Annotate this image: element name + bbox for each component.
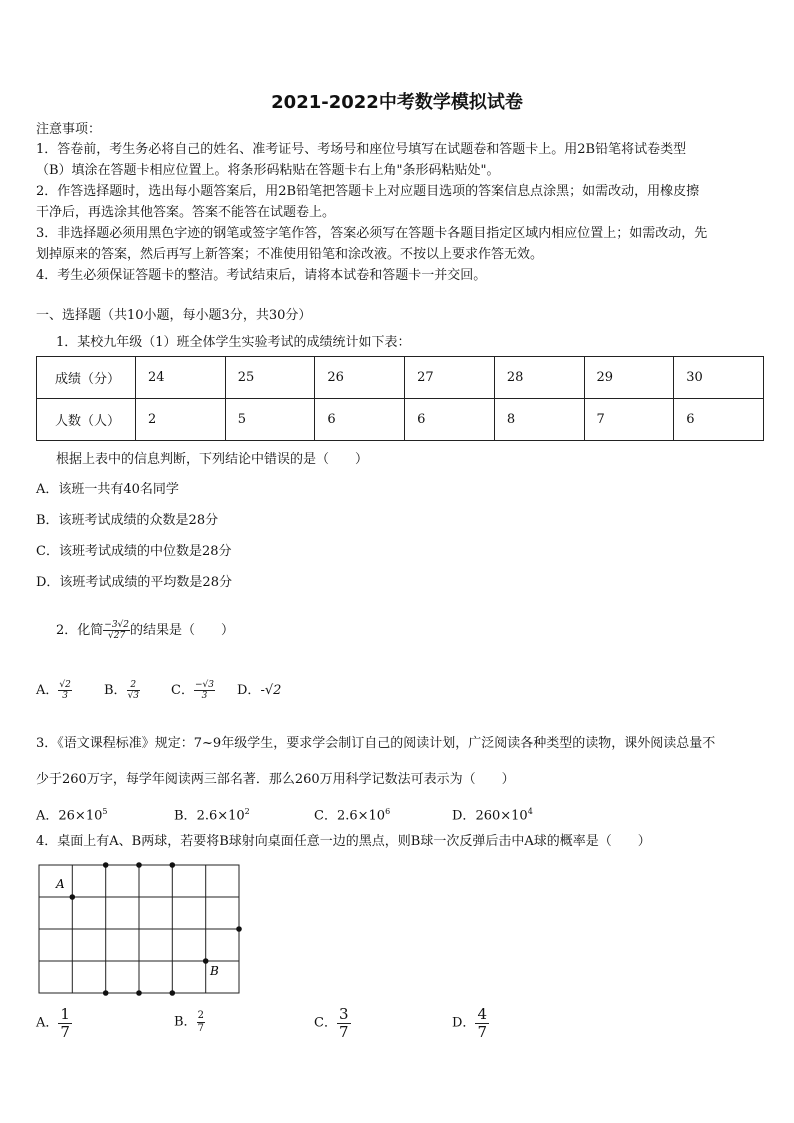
ball-a-label: A [56, 877, 65, 891]
q3-option-c[interactable] [314, 802, 390, 826]
option-label: D． [452, 1015, 476, 1031]
option-value: 2.6×10 [336, 808, 386, 824]
ball-b-label: B [210, 964, 219, 978]
score-table [36, 356, 764, 441]
q3-line2: 少于260万字，每学年阅读两三部名著．那么260万用科学记数法可表示为（ ） [36, 772, 515, 787]
option-fraction [58, 680, 71, 701]
option-label: B． [174, 808, 197, 824]
option-fraction [475, 1006, 489, 1041]
notice-heading: 注意事项： [36, 122, 102, 137]
edge-dot [103, 862, 109, 868]
option-value: 2.6×10 [196, 808, 245, 824]
table-cell: 26 [315, 357, 405, 399]
q4-option-c[interactable] [314, 1006, 351, 1041]
fraction-numerator: 3 [338, 1005, 349, 1023]
table-header-cell: 成绩（分） [37, 357, 136, 399]
q1-option-c[interactable]: C．该班考试成绩的中位数是28分 [36, 544, 232, 559]
fraction-numerator: √2 [59, 680, 71, 690]
edge-dot [103, 990, 109, 996]
fraction-numerator: −3√2 [104, 620, 130, 630]
option-label: A． [36, 808, 59, 824]
option-label: A． [36, 683, 59, 698]
edge-dot [236, 926, 242, 932]
section-heading: 一、选择题（共10小题，每小题3分，共30分） [36, 308, 312, 323]
q2-pre: 2．化简 [56, 623, 104, 638]
fraction-numerator: −√3 [194, 680, 214, 690]
q4-option-a[interactable] [36, 1006, 72, 1041]
option-label: C． [314, 1015, 337, 1031]
q2-option-d[interactable] [237, 681, 281, 701]
option-fraction [197, 1010, 205, 1035]
q1-question: 根据上表中的信息判断，下列结论中错误的是（ ） [56, 452, 369, 467]
q2-option-b[interactable] [104, 678, 140, 704]
fraction-denominator: 7 [338, 1023, 349, 1041]
table-cell: 2 [136, 399, 226, 441]
edge-dot [136, 990, 142, 996]
fraction-denominator: 7 [60, 1023, 70, 1041]
fraction-denominator: 3 [62, 691, 68, 701]
notice-line: 3．非选择题必须用黑色字迹的钢笔或签字笔作答，答案必须写在答题卡各题目指定区域内相应位置上；如需改动，先 [36, 226, 708, 241]
exponent: 2 [244, 807, 250, 816]
q2-option-a[interactable] [36, 678, 72, 704]
option-label: B． [174, 1014, 197, 1030]
fraction-denominator: 7 [477, 1023, 487, 1041]
option-fraction [337, 1006, 351, 1041]
ball-a [70, 894, 76, 900]
exponent: 6 [385, 807, 391, 816]
fraction-denominator: √27 [108, 631, 126, 641]
q3-option-d[interactable] [452, 802, 533, 826]
option-fraction [58, 1006, 72, 1041]
table-row [37, 357, 764, 399]
q1-option-a[interactable]: A．该班一共有40名同学 [36, 482, 179, 497]
table-cell: 25 [225, 357, 315, 399]
exponent: 4 [527, 807, 533, 816]
q2-post: 的结果是（ ） [130, 623, 235, 638]
billiard-table-diagram [36, 862, 246, 998]
edge-dot [170, 862, 176, 868]
option-label: A． [36, 1015, 59, 1031]
table-cell: 7 [584, 399, 674, 441]
ball-b [203, 958, 209, 964]
q3-option-a[interactable] [36, 802, 107, 826]
q4-option-d[interactable] [452, 1006, 489, 1041]
table-cell: 6 [405, 399, 495, 441]
option-label: B． [104, 683, 127, 698]
page-title: 2021-2022中考数学模拟试卷 [271, 92, 523, 113]
fraction-numerator: 2 [127, 680, 140, 691]
q1-stem: 1．某校九年级（1）班全体学生实验考试的成绩统计如下表： [56, 335, 411, 350]
notice-line: 干净后，再选涂其他答案。答案不能答在试题卷上。 [36, 205, 336, 220]
table-cell: 28 [494, 357, 584, 399]
q3-line1: 3．《语文课程标准》规定：7~9年级学生，要求学会制订自己的阅读计划，广泛阅读各种类型的读物，课外阅读总量不 [36, 736, 716, 751]
q4-option-b[interactable] [174, 1010, 205, 1035]
notice-line: 4．考生必须保证答题卡的整洁。考试结束后，请将本试卷和答题卡一并交回。 [36, 268, 487, 283]
option-value: -√2 [260, 683, 282, 698]
table-cell: 5 [225, 399, 315, 441]
table-row [37, 399, 764, 441]
notice-line: 划掉原来的答案，然后再写上新答案；不准使用铅笔和涂改液。不按以上要求作答无效。 [36, 247, 544, 262]
option-value: 26×10 [58, 808, 103, 824]
table-header-cell: 人数（人） [37, 399, 136, 441]
fraction-numerator: 1 [60, 1005, 70, 1023]
q4-stem: 4．桌面上有A、B两球，若要将B球射向桌面任意一边的黑点，则B球一次反弹后击中A球的概率是（ ） [36, 834, 651, 849]
table-cell: 27 [405, 357, 495, 399]
table-cell: 6 [674, 399, 764, 441]
option-value: 260×10 [475, 808, 528, 824]
table-cell: 6 [315, 399, 405, 441]
option-fraction [194, 680, 215, 701]
option-label: D． [237, 683, 261, 698]
grid-lines [39, 865, 239, 993]
notice-line: （B）填涂在答题卡相应位置上。将条形码粘贴在答题卡右上角"条形码粘贴处"。 [36, 163, 500, 178]
q1-option-b[interactable]: B．该班考试成绩的众数是28分 [36, 513, 219, 528]
table-cell: 30 [674, 357, 764, 399]
table-cell: 8 [494, 399, 584, 441]
exponent: 5 [102, 807, 108, 816]
q2-option-c[interactable] [171, 678, 215, 704]
q3-option-b[interactable] [174, 802, 250, 826]
q2-fraction [103, 620, 130, 641]
q1-option-d[interactable]: D．该班考试成绩的平均数是28分 [36, 575, 232, 590]
fraction-denominator: 3 [201, 691, 208, 701]
fraction-numerator: 4 [477, 1005, 487, 1023]
fraction-denominator: 7 [197, 1023, 204, 1034]
fraction-numerator: 2 [197, 1010, 204, 1021]
option-label: D． [452, 808, 476, 824]
table-cell: 24 [136, 357, 226, 399]
notice-line: 2．作答选择题时，选出每小题答案后，用2B铅笔把答题卡上对应题目选项的答案信息点涂黑；如需改动，用橡皮擦 [36, 184, 700, 199]
option-fraction [127, 680, 140, 701]
edge-dot [170, 990, 176, 996]
option-label: C． [171, 683, 194, 698]
edge-dot [136, 862, 142, 868]
option-label: C． [314, 808, 337, 824]
table-cell: 29 [584, 357, 674, 399]
notice-line: 1．答卷前，考生务必将自己的姓名、准考证号、考场号和座位号填写在试题卷和答题卡上。用2B铅笔将试卷类型 [36, 142, 687, 157]
q2-stem [56, 618, 234, 644]
fraction-denominator: √3 [127, 691, 140, 701]
